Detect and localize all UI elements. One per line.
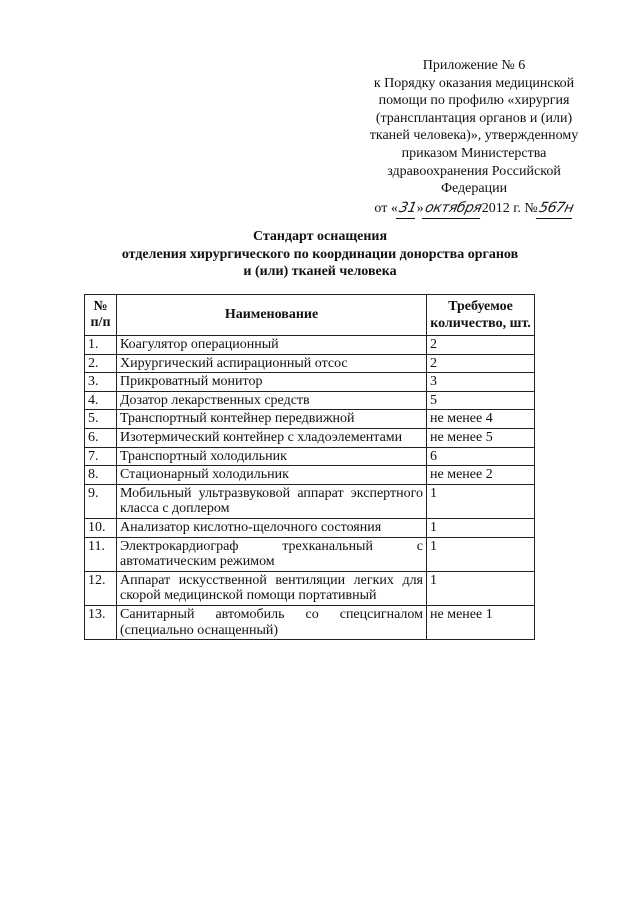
table-row [85,447,535,466]
row-qty: 3 [427,373,535,392]
appendix-line: тканей человека)», утвержденному [369,128,579,144]
row-qty: 1 [427,484,535,518]
appendix-line: (трансплантация органов и (или) [375,110,573,126]
row-num: 10. [85,518,117,537]
title-line-3: и (или) тканей человека [243,264,397,279]
row-name: Анализатор кислотно-щелочного состояния [117,518,427,537]
row-num: 1. [85,336,117,355]
order-day-handwritten: 31 [396,200,419,219]
table-row [85,537,535,571]
row-name: Коагулятор операционный [117,336,427,355]
table-row [85,373,535,392]
title-line-2: отделения хирургического по координации донорства органов [121,246,519,262]
order-number-handwritten: 567н [536,200,576,219]
table-row [85,518,535,537]
header-num: № п/п [85,295,117,336]
row-name: Стационарный холодильник [117,466,427,485]
row-num: 6. [85,428,117,447]
appendix-line: здравоохранения Российской [387,163,561,179]
row-qty: 1 [427,537,535,571]
row-num: 11. [85,537,117,571]
row-qty: 5 [427,391,535,410]
row-name: Хирургический аспирационный отсос [117,354,427,373]
table-row [85,484,535,518]
row-name: Аппарат искусственной вентиляции легких для скорой медицинской помощи портативный [117,571,427,605]
table-row [85,336,535,355]
row-num: 3. [85,373,117,392]
row-qty: не менее 5 [427,428,535,447]
row-name: Дозатор лекарственных средств [117,391,427,410]
document-title [100,228,540,281]
row-name: Прикроватный монитор [117,373,427,392]
row-qty: 1 [427,571,535,605]
row-name: Транспортный контейнер передвижной [117,410,427,429]
title-line-1: Стандарт оснащения [252,229,388,244]
row-qty: 2 [427,336,535,355]
order-quote-close: » [416,200,424,216]
appendix-line: Федерации [440,181,508,197]
row-qty: не менее 2 [427,466,535,485]
header-qty [427,295,535,336]
row-name: Санитарный автомобиль со спецсигналом (специально оснащенный) [117,605,427,639]
appendix-line: к Порядку оказания медицинской [373,75,575,91]
row-qty: 6 [427,447,535,466]
row-qty: не менее 4 [427,410,535,429]
appendix-line: помощи по профилю «хирургия [378,93,570,109]
row-num: 9. [85,484,117,518]
table-header-row [85,295,535,336]
table-row [85,354,535,373]
table-row [85,466,535,485]
row-num: 8. [85,466,117,485]
order-date-number [348,200,600,219]
table-row [85,605,535,639]
table-body [85,336,535,640]
table-row [85,391,535,410]
appendix-block [348,57,600,218]
row-qty: не менее 1 [427,605,535,639]
row-num: 2. [85,354,117,373]
row-qty: 1 [427,518,535,537]
order-prefix: от « [374,200,398,216]
header-qty-line2: количество, шт. [430,316,531,331]
table-row [85,571,535,605]
row-name: Электрокардиограф трехканальный с автоматическим режимом [117,537,427,571]
order-year: 2012 г. № [481,200,538,216]
row-name: Изотермический контейнер с хладоэлементами [117,428,427,447]
appendix-line: приказом Министерства [401,145,547,161]
table-row [85,428,535,447]
appendix-line: Приложение № 6 [422,58,526,73]
row-num: 7. [85,447,117,466]
row-qty: 2 [427,354,535,373]
table-row [85,410,535,429]
row-num: 13. [85,605,117,639]
row-name: Транспортный холодильник [117,447,427,466]
row-num: 5. [85,410,117,429]
header-name: Наименование [117,295,427,336]
row-num: 4. [85,391,117,410]
equipment-table [84,294,535,640]
header-qty-line1: Требуемое [448,299,513,314]
order-month-handwritten: октября [422,200,484,219]
row-name: Мобильный ультразвуковой аппарат экспертного класса с доплером [117,484,427,518]
row-num: 12. [85,571,117,605]
